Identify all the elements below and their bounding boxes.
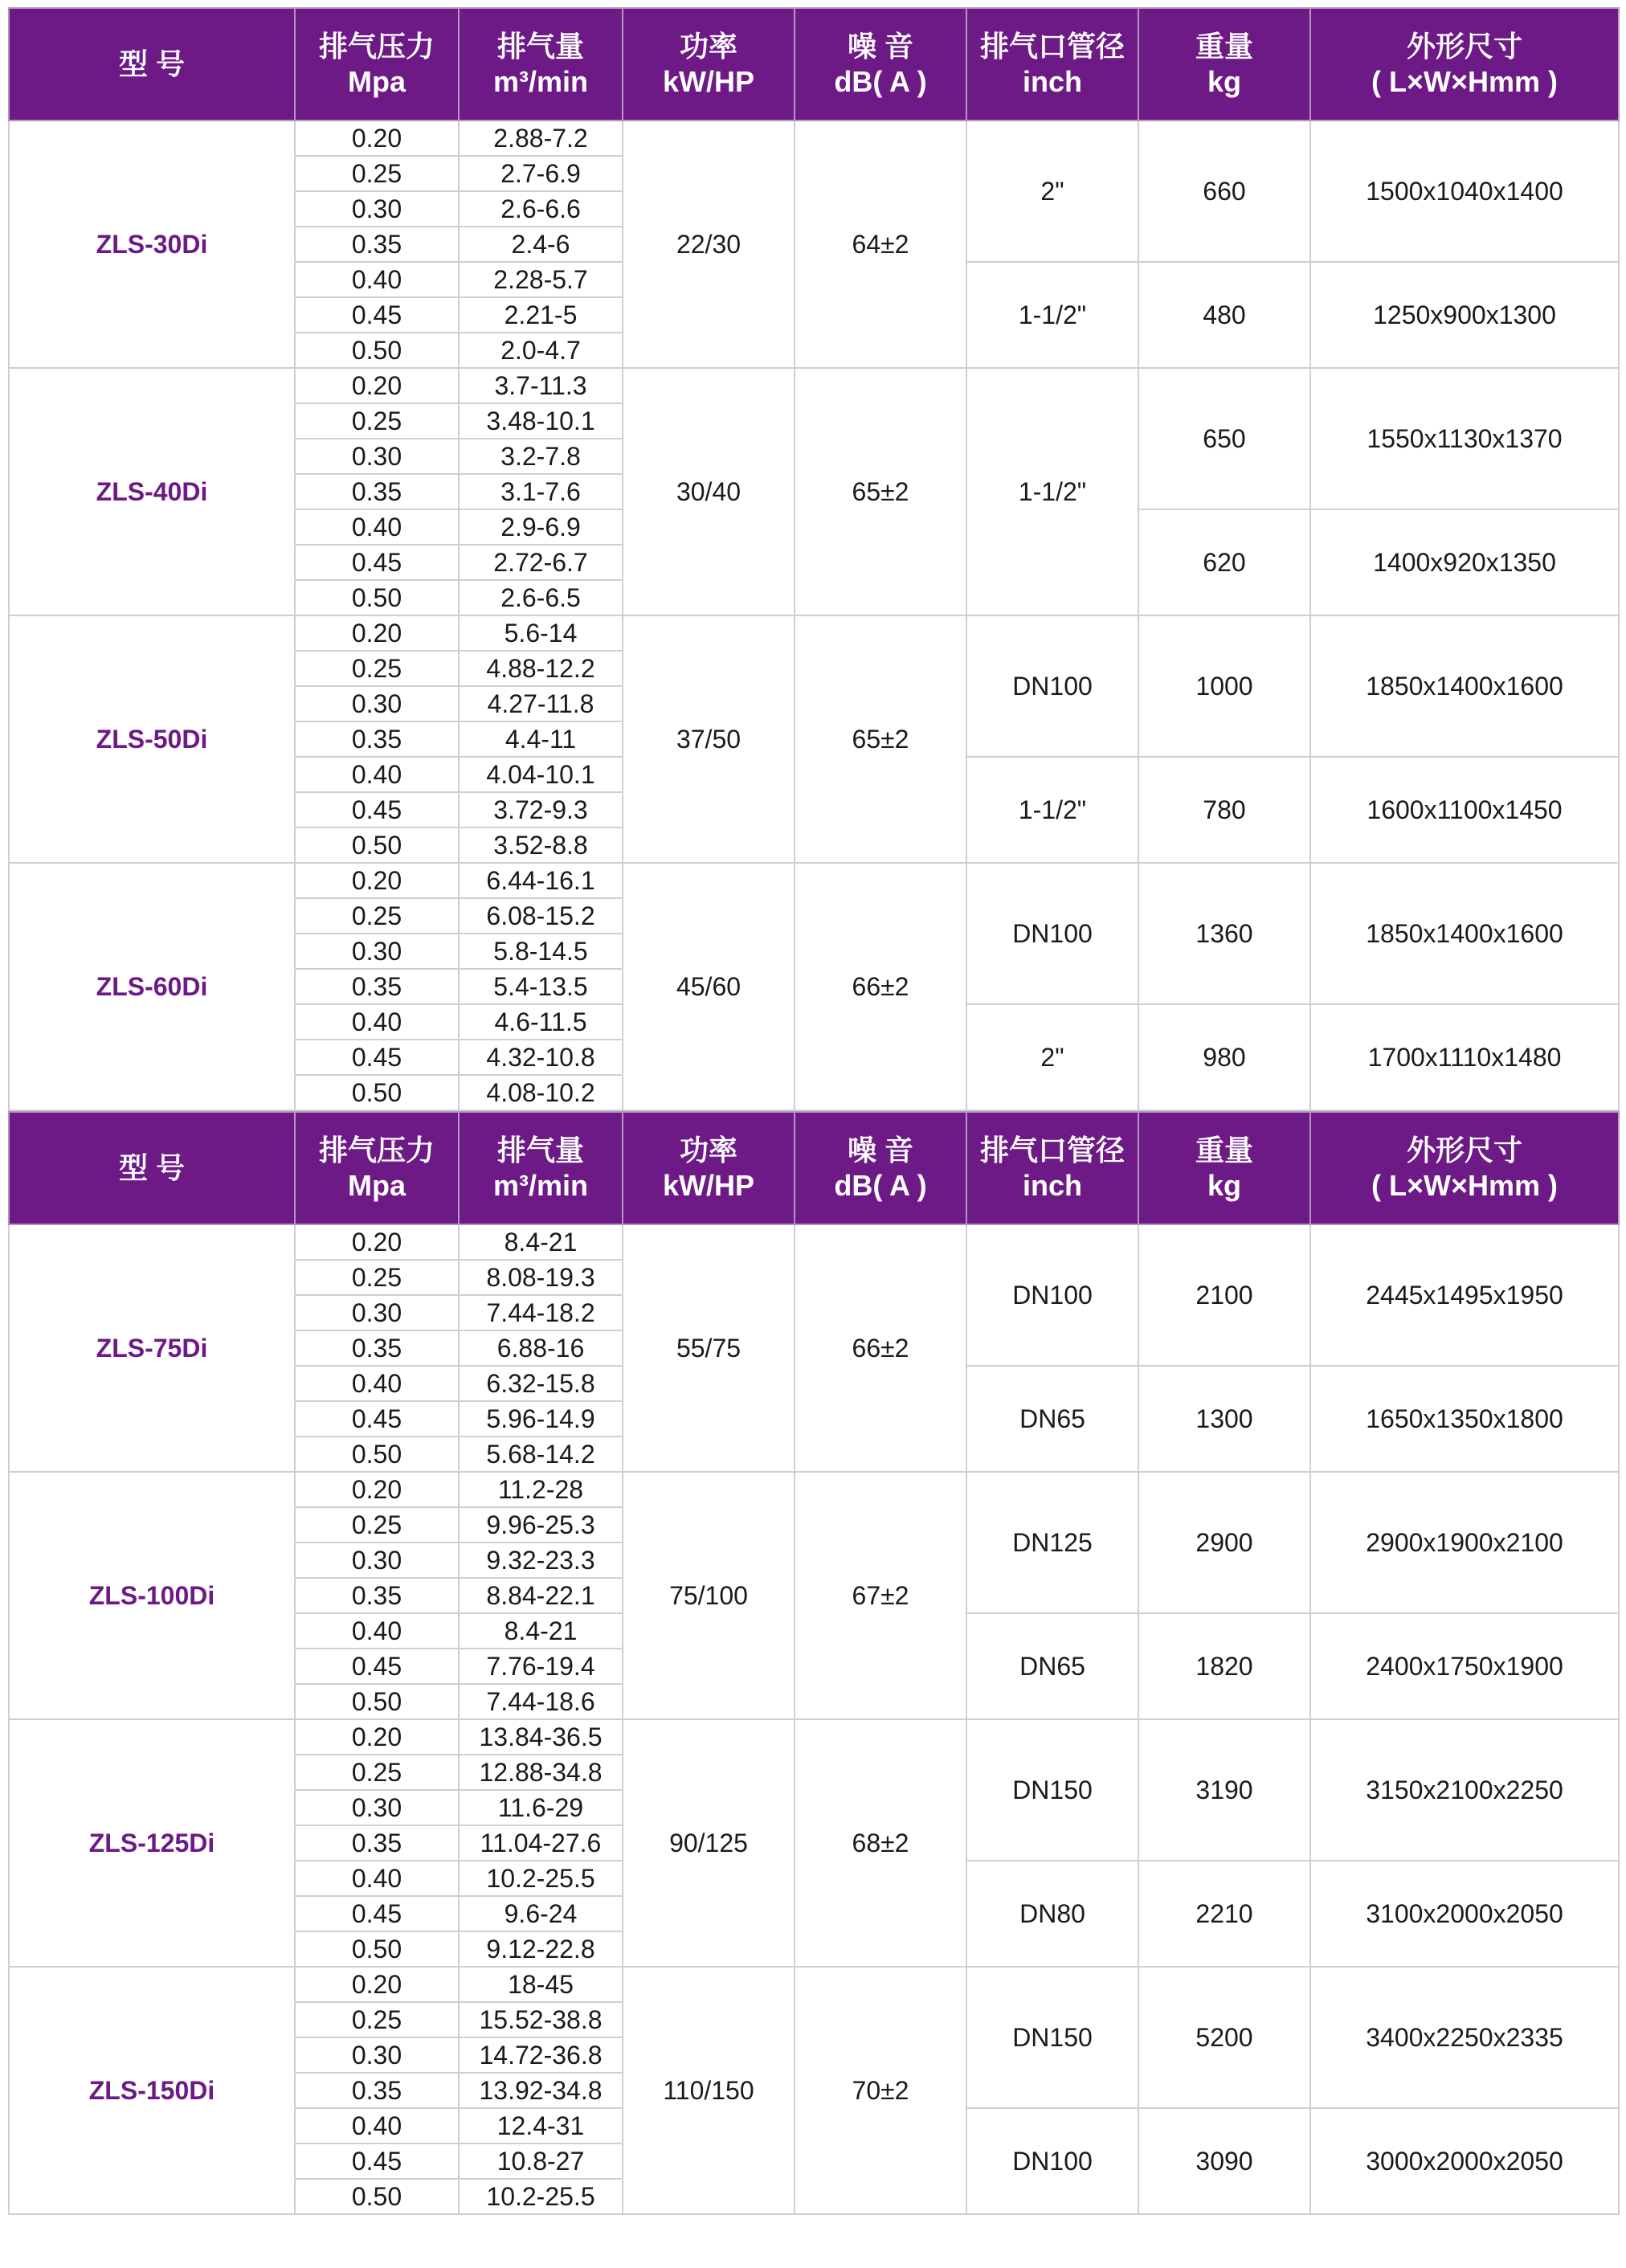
pressure-cell: 0.45 bbox=[295, 792, 459, 828]
header-outlet-line: 排气口管径 bbox=[979, 1134, 1125, 1167]
flow-cell: 6.08-15.2 bbox=[459, 898, 623, 934]
header-pressure-line: 排气压力 bbox=[318, 1134, 435, 1167]
spec-tables bbox=[8, 7, 1618, 2215]
pressure-cell: 0.25 bbox=[295, 651, 459, 686]
pressure-cell: 0.50 bbox=[295, 580, 459, 615]
spec-table bbox=[8, 1111, 1620, 2215]
flow-cell: 3.2-7.8 bbox=[459, 439, 623, 474]
pressure-cell: 0.30 bbox=[295, 1295, 459, 1330]
pressure-cell: 0.50 bbox=[295, 2179, 459, 2214]
weight-cell: 660 bbox=[1138, 121, 1310, 262]
outlet-cell: DN65 bbox=[966, 1366, 1138, 1472]
flow-cell: 11.2-28 bbox=[459, 1472, 623, 1507]
pressure-cell: 0.30 bbox=[295, 686, 459, 721]
outlet-cell: 1-1/2" bbox=[966, 757, 1138, 863]
flow-cell: 2.28-5.7 bbox=[459, 262, 623, 297]
weight-cell: 480 bbox=[1138, 262, 1310, 368]
pressure-cell: 0.45 bbox=[295, 297, 459, 333]
power-cell: 37/50 bbox=[623, 615, 795, 863]
header-power-line: kW/HP bbox=[662, 1169, 754, 1202]
flow-cell: 3.7-11.3 bbox=[459, 368, 623, 403]
pressure-cell: 0.50 bbox=[295, 1075, 459, 1110]
pressure-cell: 0.35 bbox=[295, 2073, 459, 2108]
pressure-cell: 0.40 bbox=[295, 2108, 459, 2143]
flow-cell: 5.68-14.2 bbox=[459, 1436, 623, 1472]
flow-cell: 5.96-14.9 bbox=[459, 1401, 623, 1436]
model-name: ZLS-150Di bbox=[9, 1967, 295, 2214]
flow-cell: 4.6-11.5 bbox=[459, 1004, 623, 1040]
dims-cell: 1550x1130x1370 bbox=[1310, 368, 1619, 509]
header-model bbox=[9, 8, 295, 121]
pressure-cell: 0.45 bbox=[295, 545, 459, 580]
flow-cell: 3.72-9.3 bbox=[459, 792, 623, 828]
model-name: ZLS-40Di bbox=[9, 368, 295, 615]
weight-cell: 2210 bbox=[1138, 1861, 1310, 1967]
power-cell: 45/60 bbox=[623, 863, 795, 1110]
noise-cell: 66±2 bbox=[795, 1224, 966, 1472]
outlet-cell: 1-1/2" bbox=[966, 368, 1138, 615]
header-weight-line: kg bbox=[1207, 65, 1241, 98]
flow-cell: 2.6-6.6 bbox=[459, 191, 623, 227]
pressure-cell: 0.50 bbox=[295, 1684, 459, 1719]
header-model-label: 型 号 bbox=[118, 1151, 185, 1184]
flow-cell: 15.52-38.8 bbox=[459, 2002, 623, 2037]
pressure-cell: 0.35 bbox=[295, 1330, 459, 1366]
pressure-cell: 0.45 bbox=[295, 1040, 459, 1075]
flow-cell: 13.84-36.5 bbox=[459, 1719, 623, 1755]
header-flow-line: m³/min bbox=[492, 65, 588, 98]
header-outlet-line: 排气口管径 bbox=[979, 30, 1125, 63]
pressure-cell: 0.45 bbox=[295, 1896, 459, 1931]
header-pressure-line: 排气压力 bbox=[318, 30, 435, 63]
pressure-cell: 0.20 bbox=[295, 615, 459, 651]
pressure-cell: 0.20 bbox=[295, 121, 459, 156]
power-cell: 110/150 bbox=[623, 1967, 795, 2214]
header-model bbox=[9, 1112, 295, 1224]
header-dims-line: 外形尺寸 bbox=[1406, 1134, 1522, 1167]
pressure-cell: 0.45 bbox=[295, 1649, 459, 1684]
pressure-cell: 0.30 bbox=[295, 191, 459, 227]
header-flow bbox=[459, 8, 623, 121]
weight-cell: 2100 bbox=[1138, 1224, 1310, 1366]
flow-cell: 8.4-21 bbox=[459, 1613, 623, 1649]
flow-cell: 2.7-6.9 bbox=[459, 156, 623, 191]
power-cell: 30/40 bbox=[623, 368, 795, 615]
pressure-cell: 0.40 bbox=[295, 509, 459, 545]
header-noise-line: 噪 音 bbox=[847, 1134, 913, 1167]
flow-cell: 5.4-13.5 bbox=[459, 969, 623, 1004]
flow-cell: 10.2-25.5 bbox=[459, 2179, 623, 2214]
weight-cell: 1360 bbox=[1138, 863, 1310, 1004]
header-weight bbox=[1138, 8, 1310, 121]
model-name: ZLS-75Di bbox=[9, 1224, 295, 1472]
table-row bbox=[9, 1472, 1619, 1507]
flow-cell: 6.88-16 bbox=[459, 1330, 623, 1366]
weight-cell: 780 bbox=[1138, 757, 1310, 863]
table-row bbox=[9, 1224, 1619, 1260]
pressure-cell: 0.35 bbox=[295, 1578, 459, 1613]
header-model-label: 型 号 bbox=[118, 47, 185, 80]
flow-cell: 7.44-18.6 bbox=[459, 1684, 623, 1719]
noise-cell: 65±2 bbox=[795, 615, 966, 863]
dims-cell: 1500x1040x1400 bbox=[1310, 121, 1619, 262]
header-power-line: kW/HP bbox=[662, 65, 754, 98]
header-noise-line: dB( A ) bbox=[834, 1169, 927, 1202]
pressure-cell: 0.40 bbox=[295, 1366, 459, 1401]
weight-cell: 620 bbox=[1138, 509, 1310, 615]
noise-cell: 67±2 bbox=[795, 1472, 966, 1719]
flow-cell: 2.6-6.5 bbox=[459, 580, 623, 615]
outlet-cell: 2" bbox=[966, 1004, 1138, 1110]
pressure-cell: 0.35 bbox=[295, 969, 459, 1004]
flow-cell: 2.88-7.2 bbox=[459, 121, 623, 156]
header-weight-line: kg bbox=[1207, 1169, 1241, 1202]
flow-cell: 14.72-36.8 bbox=[459, 2037, 623, 2073]
weight-cell: 3190 bbox=[1138, 1719, 1310, 1861]
header-power bbox=[623, 1112, 795, 1224]
model-name: ZLS-125Di bbox=[9, 1719, 295, 1967]
flow-cell: 18-45 bbox=[459, 1967, 623, 2002]
model-name: ZLS-100Di bbox=[9, 1472, 295, 1719]
header-pressure-line: Mpa bbox=[348, 65, 406, 98]
flow-cell: 9.12-22.8 bbox=[459, 1931, 623, 1967]
noise-cell: 65±2 bbox=[795, 368, 966, 615]
model-name: ZLS-30Di bbox=[9, 121, 295, 368]
weight-cell: 1300 bbox=[1138, 1366, 1310, 1472]
header-outlet bbox=[966, 1112, 1138, 1224]
flow-cell: 8.08-19.3 bbox=[459, 1260, 623, 1295]
noise-cell: 70±2 bbox=[795, 1967, 966, 2214]
pressure-cell: 0.20 bbox=[295, 863, 459, 898]
noise-cell: 68±2 bbox=[795, 1719, 966, 1967]
flow-cell: 3.1-7.6 bbox=[459, 474, 623, 509]
header-dims bbox=[1310, 8, 1619, 121]
flow-cell: 7.44-18.2 bbox=[459, 1295, 623, 1330]
pressure-cell: 0.40 bbox=[295, 1613, 459, 1649]
power-cell: 55/75 bbox=[623, 1224, 795, 1472]
header-row bbox=[9, 1112, 1619, 1224]
weight-cell: 650 bbox=[1138, 368, 1310, 509]
header-noise bbox=[795, 8, 966, 121]
pressure-cell: 0.30 bbox=[295, 934, 459, 969]
flow-cell: 3.52-8.8 bbox=[459, 828, 623, 863]
header-flow-line: 排气量 bbox=[496, 30, 584, 63]
header-power-line: 功率 bbox=[679, 1134, 737, 1167]
pressure-cell: 0.45 bbox=[295, 2143, 459, 2179]
pressure-cell: 0.20 bbox=[295, 368, 459, 403]
pressure-cell: 0.45 bbox=[295, 1401, 459, 1436]
dims-cell: 1700x1110x1480 bbox=[1310, 1004, 1619, 1110]
flow-cell: 4.32-10.8 bbox=[459, 1040, 623, 1075]
pressure-cell: 0.20 bbox=[295, 1719, 459, 1755]
outlet-cell: DN125 bbox=[966, 1472, 1138, 1613]
power-cell: 22/30 bbox=[623, 121, 795, 368]
flow-cell: 2.9-6.9 bbox=[459, 509, 623, 545]
pressure-cell: 0.30 bbox=[295, 2037, 459, 2073]
outlet-cell: DN100 bbox=[966, 615, 1138, 757]
outlet-cell: DN100 bbox=[966, 863, 1138, 1004]
model-name: ZLS-60Di bbox=[9, 863, 295, 1110]
flow-cell: 10.8-27 bbox=[459, 2143, 623, 2179]
header-pressure-line: Mpa bbox=[348, 1169, 406, 1202]
dims-cell: 3100x2000x2050 bbox=[1310, 1861, 1619, 1967]
flow-cell: 11.6-29 bbox=[459, 1790, 623, 1825]
table-row bbox=[9, 615, 1619, 651]
dims-cell: 1850x1400x1600 bbox=[1310, 615, 1619, 757]
flow-cell: 9.32-23.3 bbox=[459, 1543, 623, 1578]
pressure-cell: 0.40 bbox=[295, 757, 459, 792]
flow-cell: 7.76-19.4 bbox=[459, 1649, 623, 1684]
pressure-cell: 0.20 bbox=[295, 1967, 459, 2002]
pressure-cell: 0.25 bbox=[295, 1260, 459, 1295]
flow-cell: 2.0-4.7 bbox=[459, 333, 623, 368]
pressure-cell: 0.20 bbox=[295, 1472, 459, 1507]
pressure-cell: 0.40 bbox=[295, 1004, 459, 1040]
header-power-line: 功率 bbox=[679, 30, 737, 63]
header-row bbox=[9, 8, 1619, 121]
flow-cell: 9.96-25.3 bbox=[459, 1507, 623, 1543]
dims-cell: 2900x1900x2100 bbox=[1310, 1472, 1619, 1613]
outlet-cell: 1-1/2" bbox=[966, 262, 1138, 368]
flow-cell: 4.4-11 bbox=[459, 721, 623, 757]
header-dims-line: ( L×W×Hmm ) bbox=[1371, 1169, 1558, 1202]
header-outlet-line: inch bbox=[1022, 65, 1082, 98]
outlet-cell: DN150 bbox=[966, 1719, 1138, 1861]
flow-cell: 5.6-14 bbox=[459, 615, 623, 651]
pressure-cell: 0.50 bbox=[295, 333, 459, 368]
flow-cell: 6.32-15.8 bbox=[459, 1366, 623, 1401]
flow-cell: 8.84-22.1 bbox=[459, 1578, 623, 1613]
outlet-cell: DN100 bbox=[966, 2108, 1138, 2214]
dims-cell: 3150x2100x2250 bbox=[1310, 1719, 1619, 1861]
model-name: ZLS-50Di bbox=[9, 615, 295, 863]
outlet-cell: DN150 bbox=[966, 1967, 1138, 2108]
header-dims-line: ( L×W×Hmm ) bbox=[1371, 65, 1558, 98]
pressure-cell: 0.30 bbox=[295, 439, 459, 474]
weight-cell: 5200 bbox=[1138, 1967, 1310, 2108]
header-pressure bbox=[295, 8, 459, 121]
dims-cell: 3400x2250x2335 bbox=[1310, 1967, 1619, 2108]
weight-cell: 1000 bbox=[1138, 615, 1310, 757]
pressure-cell: 0.35 bbox=[295, 721, 459, 757]
outlet-cell: DN80 bbox=[966, 1861, 1138, 1967]
header-outlet-line: inch bbox=[1022, 1169, 1082, 1202]
weight-cell: 2900 bbox=[1138, 1472, 1310, 1613]
header-weight-line: 重量 bbox=[1195, 1134, 1253, 1167]
header-dims-line: 外形尺寸 bbox=[1406, 30, 1522, 63]
flow-cell: 4.04-10.1 bbox=[459, 757, 623, 792]
flow-cell: 2.21-5 bbox=[459, 297, 623, 333]
pressure-cell: 0.25 bbox=[295, 2002, 459, 2037]
dims-cell: 1250x900x1300 bbox=[1310, 262, 1619, 368]
table-row bbox=[9, 1967, 1619, 2002]
flow-cell: 8.4-21 bbox=[459, 1224, 623, 1260]
weight-cell: 1820 bbox=[1138, 1613, 1310, 1719]
table-row bbox=[9, 1719, 1619, 1755]
flow-cell: 11.04-27.6 bbox=[459, 1825, 623, 1861]
header-flow bbox=[459, 1112, 623, 1224]
pressure-cell: 0.35 bbox=[295, 474, 459, 509]
header-weight bbox=[1138, 1112, 1310, 1224]
header-weight-line: 重量 bbox=[1195, 30, 1253, 63]
noise-cell: 64±2 bbox=[795, 121, 966, 368]
flow-cell: 6.44-16.1 bbox=[459, 863, 623, 898]
flow-cell: 13.92-34.8 bbox=[459, 2073, 623, 2108]
pressure-cell: 0.25 bbox=[295, 156, 459, 191]
flow-cell: 5.8-14.5 bbox=[459, 934, 623, 969]
dims-cell: 1600x1100x1450 bbox=[1310, 757, 1619, 863]
dims-cell: 1850x1400x1600 bbox=[1310, 863, 1619, 1004]
pressure-cell: 0.20 bbox=[295, 1224, 459, 1260]
header-flow-line: 排气量 bbox=[496, 1134, 584, 1167]
pressure-cell: 0.25 bbox=[295, 403, 459, 439]
flow-cell: 9.6-24 bbox=[459, 1896, 623, 1931]
pressure-cell: 0.25 bbox=[295, 1507, 459, 1543]
flow-cell: 10.2-25.5 bbox=[459, 1861, 623, 1896]
table-row bbox=[9, 863, 1619, 898]
dims-cell: 1400x920x1350 bbox=[1310, 509, 1619, 615]
dims-cell: 3000x2000x2050 bbox=[1310, 2108, 1619, 2214]
flow-cell: 4.27-11.8 bbox=[459, 686, 623, 721]
pressure-cell: 0.50 bbox=[295, 1931, 459, 1967]
header-noise bbox=[795, 1112, 966, 1224]
pressure-cell: 0.40 bbox=[295, 262, 459, 297]
flow-cell: 12.4-31 bbox=[459, 2108, 623, 2143]
flow-cell: 3.48-10.1 bbox=[459, 403, 623, 439]
outlet-cell: DN65 bbox=[966, 1613, 1138, 1719]
header-pressure bbox=[295, 1112, 459, 1224]
table-row bbox=[9, 368, 1619, 403]
pressure-cell: 0.35 bbox=[295, 1825, 459, 1861]
dims-cell: 2400x1750x1900 bbox=[1310, 1613, 1619, 1719]
dims-cell: 2445x1495x1950 bbox=[1310, 1224, 1619, 1366]
outlet-cell: 2" bbox=[966, 121, 1138, 262]
pressure-cell: 0.30 bbox=[295, 1790, 459, 1825]
outlet-cell: DN100 bbox=[966, 1224, 1138, 1366]
flow-cell: 2.72-6.7 bbox=[459, 545, 623, 580]
pressure-cell: 0.40 bbox=[295, 1861, 459, 1896]
weight-cell: 980 bbox=[1138, 1004, 1310, 1110]
header-dims bbox=[1310, 1112, 1619, 1224]
weight-cell: 3090 bbox=[1138, 2108, 1310, 2214]
header-noise-line: dB( A ) bbox=[834, 65, 927, 98]
pressure-cell: 0.25 bbox=[295, 898, 459, 934]
pressure-cell: 0.25 bbox=[295, 1755, 459, 1790]
dims-cell: 1650x1350x1800 bbox=[1310, 1366, 1619, 1472]
power-cell: 90/125 bbox=[623, 1719, 795, 1967]
header-power bbox=[623, 8, 795, 121]
pressure-cell: 0.30 bbox=[295, 1543, 459, 1578]
pressure-cell: 0.50 bbox=[295, 1436, 459, 1472]
pressure-cell: 0.35 bbox=[295, 227, 459, 262]
flow-cell: 4.08-10.2 bbox=[459, 1075, 623, 1110]
header-noise-line: 噪 音 bbox=[847, 30, 913, 63]
spec-table bbox=[8, 7, 1620, 1111]
flow-cell: 2.4-6 bbox=[459, 227, 623, 262]
noise-cell: 66±2 bbox=[795, 863, 966, 1110]
flow-cell: 12.88-34.8 bbox=[459, 1755, 623, 1790]
pressure-cell: 0.50 bbox=[295, 828, 459, 863]
flow-cell: 4.88-12.2 bbox=[459, 651, 623, 686]
header-flow-line: m³/min bbox=[492, 1169, 588, 1202]
header-outlet bbox=[966, 8, 1138, 121]
table-row bbox=[9, 121, 1619, 156]
power-cell: 75/100 bbox=[623, 1472, 795, 1719]
